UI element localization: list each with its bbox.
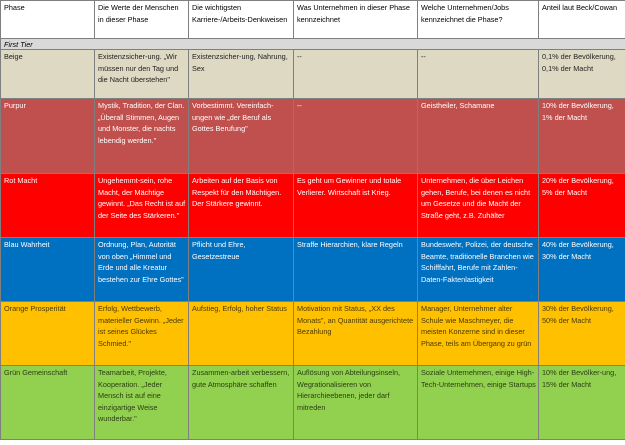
career-cell: Pflicht und Ehre, Gesetzestreue bbox=[189, 238, 294, 302]
share-cell: 20% der Bevölkerung, 5% der Macht bbox=[539, 174, 625, 238]
phase-cell: Rot Macht bbox=[1, 174, 95, 238]
share-cell: 0,1% der Bevölkerung, 0,1% der Macht bbox=[539, 50, 625, 99]
companies-cell: -- bbox=[294, 50, 418, 99]
phase-cell: Orange Prosperität bbox=[1, 302, 95, 366]
header-phase: Phase bbox=[1, 1, 95, 39]
table-row bbox=[1, 302, 625, 366]
phase-cell: Grün Gemeinschaft bbox=[1, 366, 95, 440]
companies-cell: Auflösung von Abteilungsinseln, Wegrationalisieren von Hierarchieebenen, jeder darf mitreden bbox=[294, 366, 418, 440]
values-cell: Erfolg, Wettbewerb, materieller Gewinn. „Jeder ist seines Glückes Schmied." bbox=[95, 302, 189, 366]
table-row bbox=[1, 99, 625, 174]
career-cell: Existenzsicher-ung, Nahrung, Sex bbox=[189, 50, 294, 99]
values-cell: Mystik, Tradition, der Clan. „Überall Stimmen, Augen und Monster, die nachts lebendig werden." bbox=[95, 99, 189, 174]
values-cell: Ordnung, Plan, Autorität von oben „Himmel und Erde und alle Kreatur bestehen zur Ehre Gottes" bbox=[95, 238, 189, 302]
phase-cell: Blau Wahrheit bbox=[1, 238, 95, 302]
jobs-cell: Soziale Unternehmen, einige High-Tech-Unternehmen, einige Startups bbox=[418, 366, 539, 440]
jobs-cell: -- bbox=[418, 50, 539, 99]
jobs-cell: Unternehmen, die über Leichen gehen, Berufe, bei denen es nicht um Gesetze und die Macht der Straße geht, z.B. Zuhälter bbox=[418, 174, 539, 238]
companies-cell: Motivation mit Status, „XX des Monats", an Quantität ausgerichtete Bezahlung bbox=[294, 302, 418, 366]
values-cell: Existenzsicher-ung. „Wir müssen nur den Tag und die Nacht überstehen" bbox=[95, 50, 189, 99]
jobs-cell: Bundeswehr, Polizei, der deutsche Beamte, traditionelle Branchen wie Schifffahrt, Berufe mit Zahlen-Daten-Faktenlastigkeit bbox=[418, 238, 539, 302]
header-share: Anteil laut Beck/Cowan bbox=[539, 1, 625, 39]
table-row bbox=[1, 238, 625, 302]
header-career: Die wichtigsten Karriere-/Arbeits-Denkweisen bbox=[189, 1, 294, 39]
companies-cell: Straffe Hierarchien, klare Regeln bbox=[294, 238, 418, 302]
career-cell: Zusammen-arbeit verbessern, gute Atmosphäre schaffen bbox=[189, 366, 294, 440]
share-cell: 10% der Bevölkerung, 1% der Macht bbox=[539, 99, 625, 174]
jobs-cell: Geistheiler, Schamane bbox=[418, 99, 539, 174]
jobs-cell: Manager, Unternehmer alter Schule wie Maschmeyer, die meisten Konzerne sind in dieser Phase, teils am Übergang zu grün bbox=[418, 302, 539, 366]
share-cell: 10% der Bevölker-ung, 15% der Macht bbox=[539, 366, 625, 440]
phase-cell: Purpur bbox=[1, 99, 95, 174]
header-jobs: Welche Unternehmen/Jobs kennzeichnet die Phase? bbox=[418, 1, 539, 39]
table-row bbox=[1, 174, 625, 238]
header-values: Die Werte der Menschen in dieser Phase bbox=[95, 1, 189, 39]
values-cell: Teamarbeit, Projekte, Kooperation. „Jeder Mensch ist auf eine einzigartige Weise wunderbar." bbox=[95, 366, 189, 440]
tier-label: First Tier bbox=[1, 39, 625, 50]
career-cell: Aufstieg, Erfolg, hoher Status bbox=[189, 302, 294, 366]
phase-cell: Beige bbox=[1, 50, 95, 99]
tier-row bbox=[1, 39, 625, 50]
values-cell: Ungehemmt-sein, rohe Macht, der Mächtige gewinnt. „Das Recht ist auf der Seite des Stärkeren." bbox=[95, 174, 189, 238]
table-row bbox=[1, 366, 625, 440]
share-cell: 40% der Bevölkerung, 30% der Macht bbox=[539, 238, 625, 302]
share-cell: 30% der Bevölkerung, 50% der Macht bbox=[539, 302, 625, 366]
career-cell: Arbeiten auf der Basis von Respekt für den Mächtigen. Der Stärkere gewinnt. bbox=[189, 174, 294, 238]
table-header-row bbox=[1, 1, 625, 39]
table-row bbox=[1, 50, 625, 99]
career-cell: Vorbestimmt. Vereinfach-ungen wie „der Beruf als Gottes Berufung" bbox=[189, 99, 294, 174]
companies-cell: -- bbox=[294, 99, 418, 174]
header-companies: Was Unternehmen in dieser Phase kennzeichnet bbox=[294, 1, 418, 39]
companies-cell: Es geht um Gewinner und totale Verlierer. Wirtschaft ist Krieg. bbox=[294, 174, 418, 238]
